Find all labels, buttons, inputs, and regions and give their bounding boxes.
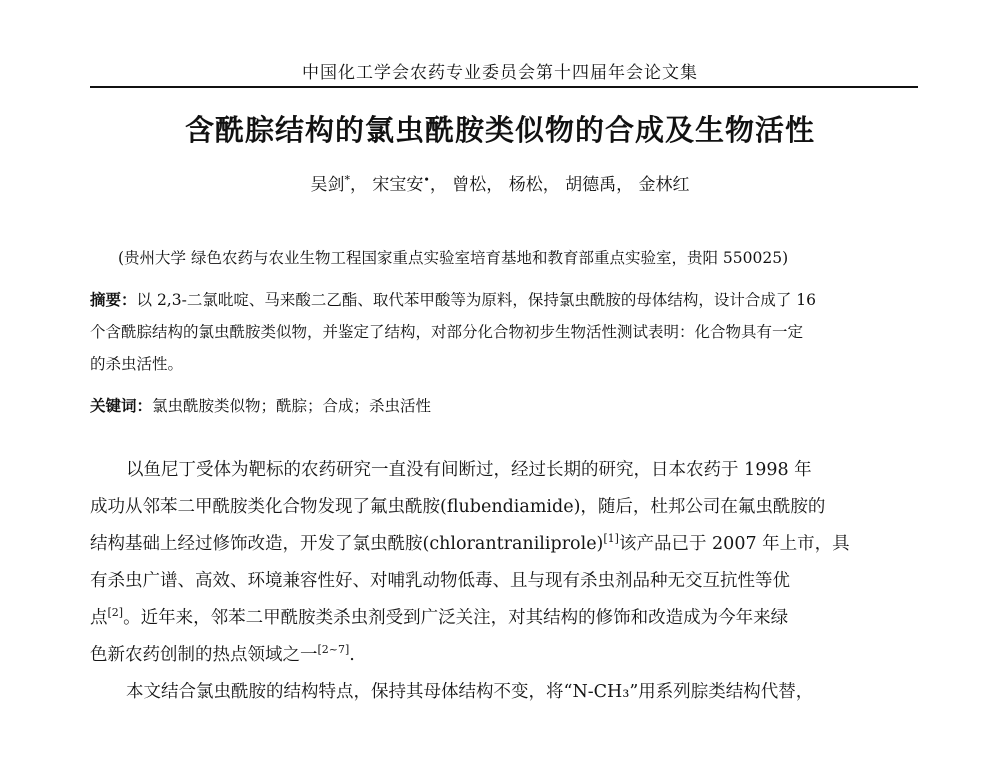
body-text [90,452,920,711]
body-text-segment: . [349,645,355,665]
body-text-segment: 结构基础上经过修饰改造，开发了氯虫酰胺(chlorantraniliprole) [90,534,604,554]
body-line: 本文结合氯虫酰胺的结构特点，保持其母体结构不变，将“N-CH₃”用系列腙类结构代替， [126,682,814,702]
author-separator: ， [616,175,634,195]
author-mark: • [423,173,430,187]
affiliation: (贵州大学 绿色农药与农业生物工程国家重点实验室培育基地和教育部重点实验室，贵阳 550025) [118,249,789,267]
keywords-label: 关键词： [90,396,153,415]
body-text-segment: 。近年来，邻苯二甲酰胺类杀虫剂受到广泛关注，对其结构的修饰和改造成为今年来绿 [123,608,789,628]
abstract-line: 的杀虫活性。 [90,355,184,373]
author-mark: * [344,173,350,187]
keywords-line [90,390,920,422]
author-name: 杨松 [508,175,543,195]
abstract [90,284,920,380]
author-separator: ， [486,175,504,195]
author-name: 胡德禹 [565,175,617,195]
body-text-segment: 色新农药创制的热点领域之一 [90,645,318,665]
body-line [90,526,920,563]
body-line: 以鱼尼丁受体为靶标的农药研究一直没有间断过，经过长期的研究，日本农药于 1998 年 [126,460,812,480]
author-name: 宋宝安 [372,175,424,195]
abstract-label: 摘要： [90,290,137,309]
author-name: 金林红 [638,175,690,195]
author-separator: ， [349,175,367,195]
abstract-line: 个含酰腙结构的氯虫酰胺类似物，并鉴定了结构，对部分化合物初步生物活性测试表明：化合物具有一定 [90,323,804,341]
author-name: 吴剑 [310,175,345,195]
keywords-text: 氯虫酰胺类似物；酰腙；合成；杀虫活性 [152,397,432,415]
paper-title: 含酰腙结构的氯虫酰胺类似物的合成及生物活性 [184,113,815,147]
header-rule [90,86,918,88]
author-separator: ， [429,175,447,195]
body-line: 成功从邻苯二甲酰胺类化合物发现了氟虫酰胺(flubendiamide)，随后，杜邦公司在氟虫酰胺的 [90,497,826,517]
author-list [0,170,1000,195]
abstract-line [90,284,920,316]
body-line [90,600,920,637]
body-line [90,637,920,674]
proceedings-header: 中国化工学会农药专业委员会第十四届年会论文集 [302,63,698,83]
body-text-segment: 点 [90,608,108,628]
author-name: 曾松 [452,175,487,195]
author-separator: ， [542,175,560,195]
citation-ref: [2] [107,606,124,620]
citation-ref: [1] [603,532,619,546]
body-text-segment: 该产品已于 2007 年上市，具 [618,534,850,554]
abstract-text: 以 2,3-二氯吡啶、马来酸二乙酯、取代苯甲酸等为原料，保持氯虫酰胺的母体结构，设计合成了 16 [136,291,816,309]
keywords [90,390,920,422]
body-line: 有杀虫广谱、高效、环境兼容性好、对哺乳动物低毒、且与现有杀虫剂品种无交互抗性等优 [90,571,790,591]
citation-ref: [2~7] [317,643,350,657]
